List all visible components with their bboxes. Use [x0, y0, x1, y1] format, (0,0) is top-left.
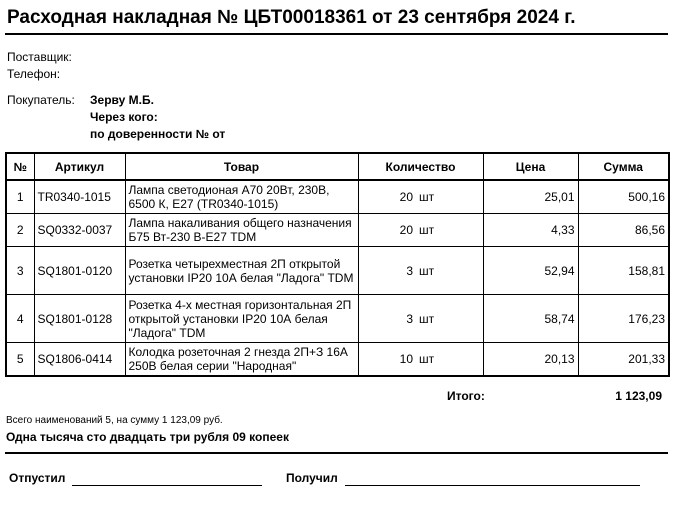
- summary-divider: [5, 452, 668, 454]
- row-num: 3: [6, 247, 34, 295]
- row-quantity: 20: [358, 214, 416, 247]
- received-signature-line: [345, 485, 640, 486]
- buyer-name: Зерву М.Б.: [90, 93, 154, 107]
- table-row: [6, 247, 669, 295]
- row-num: 2: [6, 214, 34, 247]
- row-price: 4,33: [483, 214, 578, 247]
- row-num: 1: [6, 180, 34, 214]
- row-product: Лампа светодионая A70 20Вт, 230В, 6500 К, E27 (TR0340-1015): [125, 180, 358, 214]
- header-price: Цена: [483, 153, 578, 180]
- row-unit: шт: [416, 295, 483, 343]
- phone-label: Телефон:: [7, 67, 61, 81]
- received-label: Получил: [286, 471, 338, 485]
- row-price: 25,01: [483, 180, 578, 214]
- table-row: [6, 214, 669, 247]
- header-sum: Сумма: [578, 153, 669, 180]
- table-row: [6, 343, 669, 377]
- row-num: 5: [6, 343, 34, 377]
- supplier-label: Поставщик:: [7, 50, 72, 64]
- row-sum: 201,33: [578, 343, 669, 377]
- items-table: [5, 152, 670, 377]
- row-article: SQ1801-0128: [34, 295, 125, 343]
- document-title: Расходная накладная № ЦБТ00018361 от 23 сентября 2024 г.: [7, 7, 576, 28]
- row-price: 58,74: [483, 295, 578, 343]
- proxy-label: по доверенности № от: [90, 127, 226, 141]
- row-article: TR0340-1015: [34, 180, 125, 214]
- row-product: Розетка 4-х местная горизонтальная 2П открытой установки IP20 10А белая "Ладога" TDM: [125, 295, 358, 343]
- row-article: SQ0332-0037: [34, 214, 125, 247]
- row-sum: 86,56: [578, 214, 669, 247]
- buyer-label: Покупатель:: [7, 93, 75, 107]
- released-signature-line: [72, 485, 262, 486]
- title-divider: [5, 33, 668, 35]
- row-sum: 500,16: [578, 180, 669, 214]
- row-article: SQ1806-0414: [34, 343, 125, 377]
- table-header-row: [6, 153, 669, 180]
- header-num: №: [6, 153, 34, 180]
- row-price: 52,94: [483, 247, 578, 295]
- row-product: Розетка четырехместная 2П открытой установки IP20 10А белая "Ладога" TDM: [125, 247, 358, 295]
- row-product: Лампа накаливания общего назначения Б75 Вт-230 В-Е27 TDM: [125, 214, 358, 247]
- header-product: Товар: [125, 153, 358, 180]
- summary-count: Всего наименований 5, на сумму 1 123,09 руб.: [6, 415, 223, 426]
- table-row: [6, 295, 669, 343]
- released-label: Отпустил: [9, 471, 66, 485]
- row-quantity: 3: [358, 295, 416, 343]
- through-label: Через кого:: [90, 110, 158, 124]
- row-article: SQ1801-0120: [34, 247, 125, 295]
- table-row: [6, 180, 669, 214]
- row-unit: шт: [416, 343, 483, 377]
- row-price: 20,13: [483, 343, 578, 377]
- row-sum: 158,81: [578, 247, 669, 295]
- row-unit: шт: [416, 180, 483, 214]
- row-unit: шт: [416, 247, 483, 295]
- header-quantity: Количество: [358, 153, 483, 180]
- header-article: Артикул: [34, 153, 125, 180]
- row-quantity: 20: [358, 180, 416, 214]
- summary-words: Одна тысяча сто двадцать три рубля 09 копеек: [6, 430, 289, 444]
- row-sum: 176,23: [578, 295, 669, 343]
- row-unit: шт: [416, 214, 483, 247]
- total-value: 1 123,09: [615, 389, 662, 403]
- total-label: Итого:: [447, 389, 485, 403]
- row-quantity: 3: [358, 247, 416, 295]
- row-quantity: 10: [358, 343, 416, 377]
- row-product: Колодка розеточная 2 гнезда 2П+З 16А 250В белая серии "Народная": [125, 343, 358, 377]
- row-num: 4: [6, 295, 34, 343]
